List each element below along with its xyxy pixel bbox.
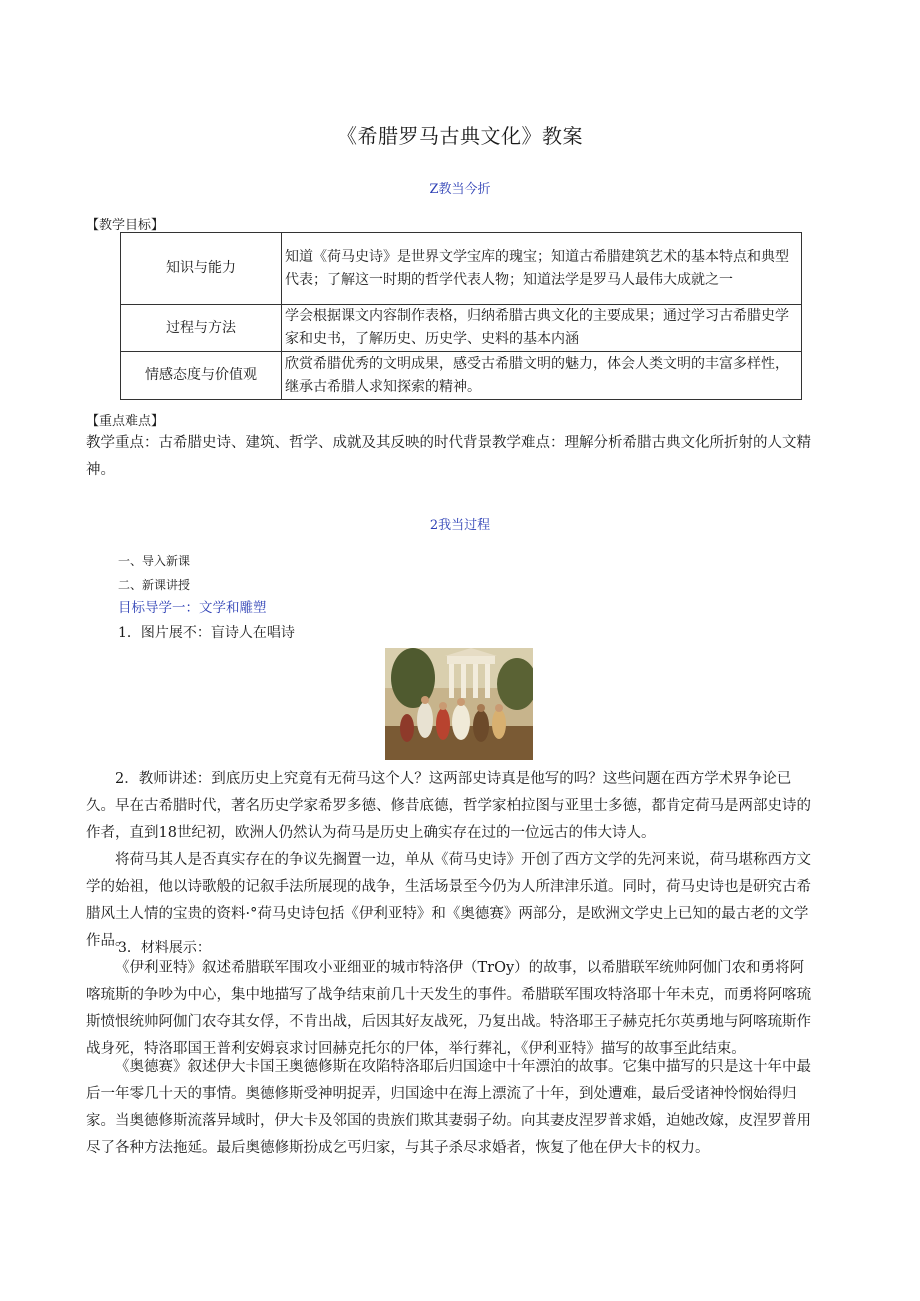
- goal-key: 情感态度与价值观: [121, 352, 282, 400]
- iliad-paragraph: 《伊利亚特》叙述希腊联军围攻小亚细亚的城市特洛伊（TrOy）的故事，以希腊联军统帅阿伽门农和勇将阿喀琉斯的争吵为中心，集中地描写了战争结束前几十天发生的事件。希腊联军围攻特洛耶十年未克，而勇将阿喀琉斯愤恨统帅阿伽门农夺其女俘，不肯出战，后因其好友战死，乃复出战。特洛耶王子赫克托尔英勇地与阿喀琉斯作战身死，特洛耶国王普利安姆哀求讨回赫克托尔的尸体，举行葬礼，《伊利亚特》描写的故事至此结束。: [86, 960, 811, 1057]
- goal-text: 欣赏希腊优秀的文明成果，感受古希腊文明的魅力，体会人类文明的丰富多样性，继承古希腊人求知探索的精神。: [282, 352, 802, 400]
- step-lecture: 二、新课讲授: [118, 578, 191, 592]
- painting-illustration: [385, 648, 533, 760]
- section-heading-analysis: Z教当今折: [429, 182, 491, 197]
- keypoints-text: 教学重点：古希腊史诗、建筑、哲学、成就及其反映的时代背景教学难点：理解分析希腊古典文化所折射的人文精神。: [86, 435, 811, 478]
- odyssey-paragraph: 《奥德赛》叙述伊大卡国王奥德修斯在攻陷特洛耶后归国途中十年漂泊的故事。它集中描写的只是这十年中最后一年零几十天的事情。奥德修斯受神明捉弄，归国途中在海上漂流了十年，到处遭难，最后受诸神怜悯始得归家。当奥德修斯流落异域时，伊大卡及邻国的贵族们欺其妻弱子幼。向其妻皮涅罗普求婚，迫她改嫁，皮涅罗普用尽了各种方法拖延。最后奥德修斯扮成乞丐归家，与其子杀尽求婚者，恢复了他在伊大卡的权力。: [86, 1059, 811, 1156]
- goal-text: 知道《荷马史诗》是世界文学宝库的瑰宝；知道古希腊建筑艺术的基本特点和典型代表；了解这一时期的哲学代表人物；知道法学是罗马人最伟大成就之一: [282, 233, 802, 305]
- keypoints-label: 【重点难点】: [86, 414, 165, 429]
- page-title: 《希腊罗马古典文化》教案: [337, 124, 583, 148]
- table-row: [121, 305, 802, 352]
- goal-guide-heading: 目标导学一：文学和雕塑: [118, 600, 267, 616]
- item-2-paragraph: [86, 766, 816, 847]
- painting-blind-poet-image: [385, 648, 533, 760]
- teaching-goals-table: [120, 232, 802, 400]
- goal-key: 知识与能力: [121, 233, 282, 305]
- goal-text: 学会根据课文内容制作表格，归纳希腊古典文化的主要成果；通过学习古希腊史学家和史书，了解历史、历史学、史料的基本内涵: [282, 305, 802, 352]
- homer-paragraph: 将荷马其人是否真实存在的争议先搁置一边，单从《荷马史诗》开创了西方文学的先河来说，荷马堪称西方文学的始祖，他以诗歌般的记叙手法所展现的战争，生活场景至今仍为人所津津乐道。同时，荷马史诗也是研究古希腊风土人情的宝贵的资料·°荷马史诗包括《伊利亚特》和《奥德赛》两部分，是欧洲文学史上已知的最古老的文学作品。: [86, 852, 811, 949]
- table-row: [121, 233, 802, 305]
- item-3: 3．材料展示：: [118, 940, 211, 956]
- item-2-text: 2．教师讲述：到底历史上究竟有无荷马这个人？这两部史诗真是他写的吗？这些问题在西方学术界争论已久。早在古希腊时代，著名历史学家希罗多德、修昔底德，哲学家柏拉图与亚里士多德，都肯定荷马是两部史诗的作者，直到18世纪初，欧洲人仍然认为荷马是历史上确实存在过的一位远古的伟大诗人。: [86, 771, 811, 841]
- step-intro: 一、导入新课: [118, 554, 191, 568]
- table-row: [121, 352, 802, 400]
- goal-key: 过程与方法: [121, 305, 282, 352]
- item-1: 1．图片展不：盲诗人在唱诗: [118, 625, 295, 641]
- goals-label: 【教学目标】: [86, 218, 165, 233]
- section-heading-process: 2我当过程: [429, 518, 491, 533]
